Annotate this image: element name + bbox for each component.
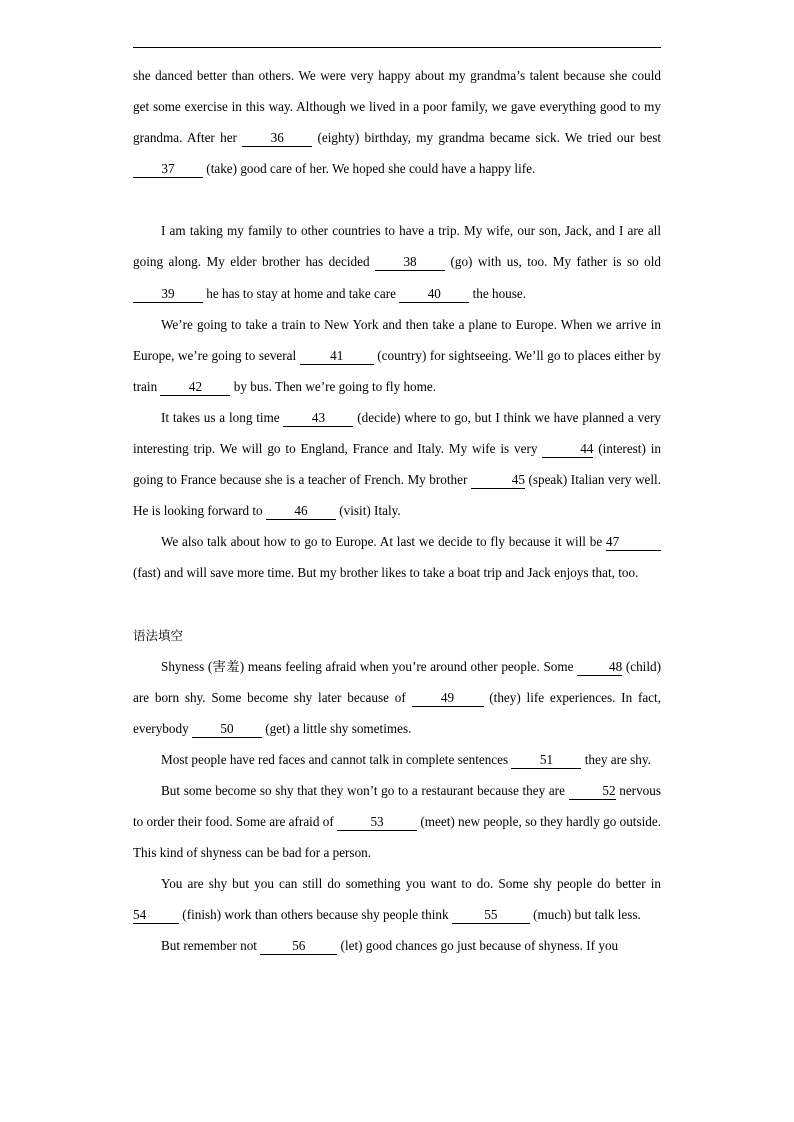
spacer bbox=[133, 184, 661, 215]
paragraph-grandma: she danced better than others. We were very happy about my grandma’s talent because she could get some exercise in this way. Although we lived in a poor family, we gave everything good to my grandma. After her 36 (eighty) birthday, my grandma became sick. We tried our best 37 (take) good care of her. We hoped she could have a happy life. bbox=[133, 68, 662, 177]
blank-54[interactable]: 54 bbox=[133, 907, 179, 924]
blank-52[interactable]: 52 bbox=[569, 783, 616, 800]
paragraph-plan: It takes us a long time 43 (decide) where to go, but I think we have planned a very interesting trip. We will go to England, France and Italy. My wife is very 44 (interest) in going to France because she is a teacher of French. My brother 45 (speak) Italian very well. He is looking forward to 46 (visit) Italy. bbox=[133, 409, 661, 519]
paragraph-fly: We also talk about how to go to Europe. At last we decide to fly because it will be 47 (fast) and will save more time. But my brother likes to take a boat trip and Jack enjoys that, too. bbox=[133, 526, 661, 588]
blank-49[interactable]: 49 bbox=[412, 690, 484, 707]
section-title: 语法填空 bbox=[133, 627, 184, 643]
blank-51[interactable]: 51 bbox=[511, 752, 581, 769]
blank-36[interactable]: 36 bbox=[242, 130, 312, 147]
blank-45[interactable]: 45 bbox=[471, 472, 525, 489]
blank-56[interactable]: 56 bbox=[260, 938, 337, 955]
blank-42[interactable]: 42 bbox=[160, 379, 230, 396]
spacer bbox=[133, 589, 661, 620]
blank-40[interactable]: 40 bbox=[399, 286, 469, 303]
paragraph-red-faces: Most people have red faces and cannot talk in complete sentences 51 they are shy. bbox=[161, 751, 651, 767]
blank-38[interactable]: 38 bbox=[375, 254, 445, 271]
paragraph-restaurant: But some become so shy that they won’t go to a restaurant because they are 52 nervous to order their food. Some are afraid of 53 (meet) new people, so they hardly go outside. This kind of shyness can be bad for a person. bbox=[133, 782, 661, 861]
document-body bbox=[133, 60, 661, 962]
paragraph-shy-people: You are shy but you can still do something you want to do. Some shy people do better in 54 (finish) work than others because shy people think 55 (much) but talk less. bbox=[133, 876, 661, 923]
blank-39[interactable]: 39 bbox=[133, 286, 203, 303]
blank-48[interactable]: 48 bbox=[577, 659, 622, 676]
paragraph-remember: But remember not 56 (let) good chances go just because of shyness. If you bbox=[161, 938, 619, 954]
blank-41[interactable]: 41 bbox=[300, 348, 374, 365]
paragraph-trip: I am taking my family to other countries to have a trip. My wife, our son, Jack, and I are all going along. My elder brother has decided 38 (go) with us, too. My father is so old 39 he has to stay at home and take care 40 the house. bbox=[133, 223, 661, 301]
blank-46[interactable]: 46 bbox=[266, 503, 336, 520]
blank-47[interactable]: 47 bbox=[606, 534, 661, 551]
blank-37[interactable]: 37 bbox=[133, 161, 203, 178]
blank-50[interactable]: 50 bbox=[192, 721, 262, 738]
blank-53[interactable]: 53 bbox=[337, 814, 417, 831]
blank-55[interactable]: 55 bbox=[452, 907, 530, 924]
blank-44[interactable]: 44 bbox=[542, 441, 593, 458]
paragraph-europe: We’re going to take a train to New York and then take a plane to Europe. When we arrive in Europe, we’re going to several 41 (country) for sightseeing. We’ll go to places either by train 42 by bus. Then we’re going to fly home. bbox=[133, 316, 661, 394]
paragraph-shyness: Shyness (害羞) means feeling afraid when you’re around other people. Some 48 (child) are born shy. Some become shy later because of 49 (they) life experiences. In fact, everybody 50 (get) a little shy sometimes. bbox=[133, 658, 661, 736]
blank-43[interactable]: 43 bbox=[283, 410, 353, 427]
header-rule bbox=[133, 47, 661, 48]
